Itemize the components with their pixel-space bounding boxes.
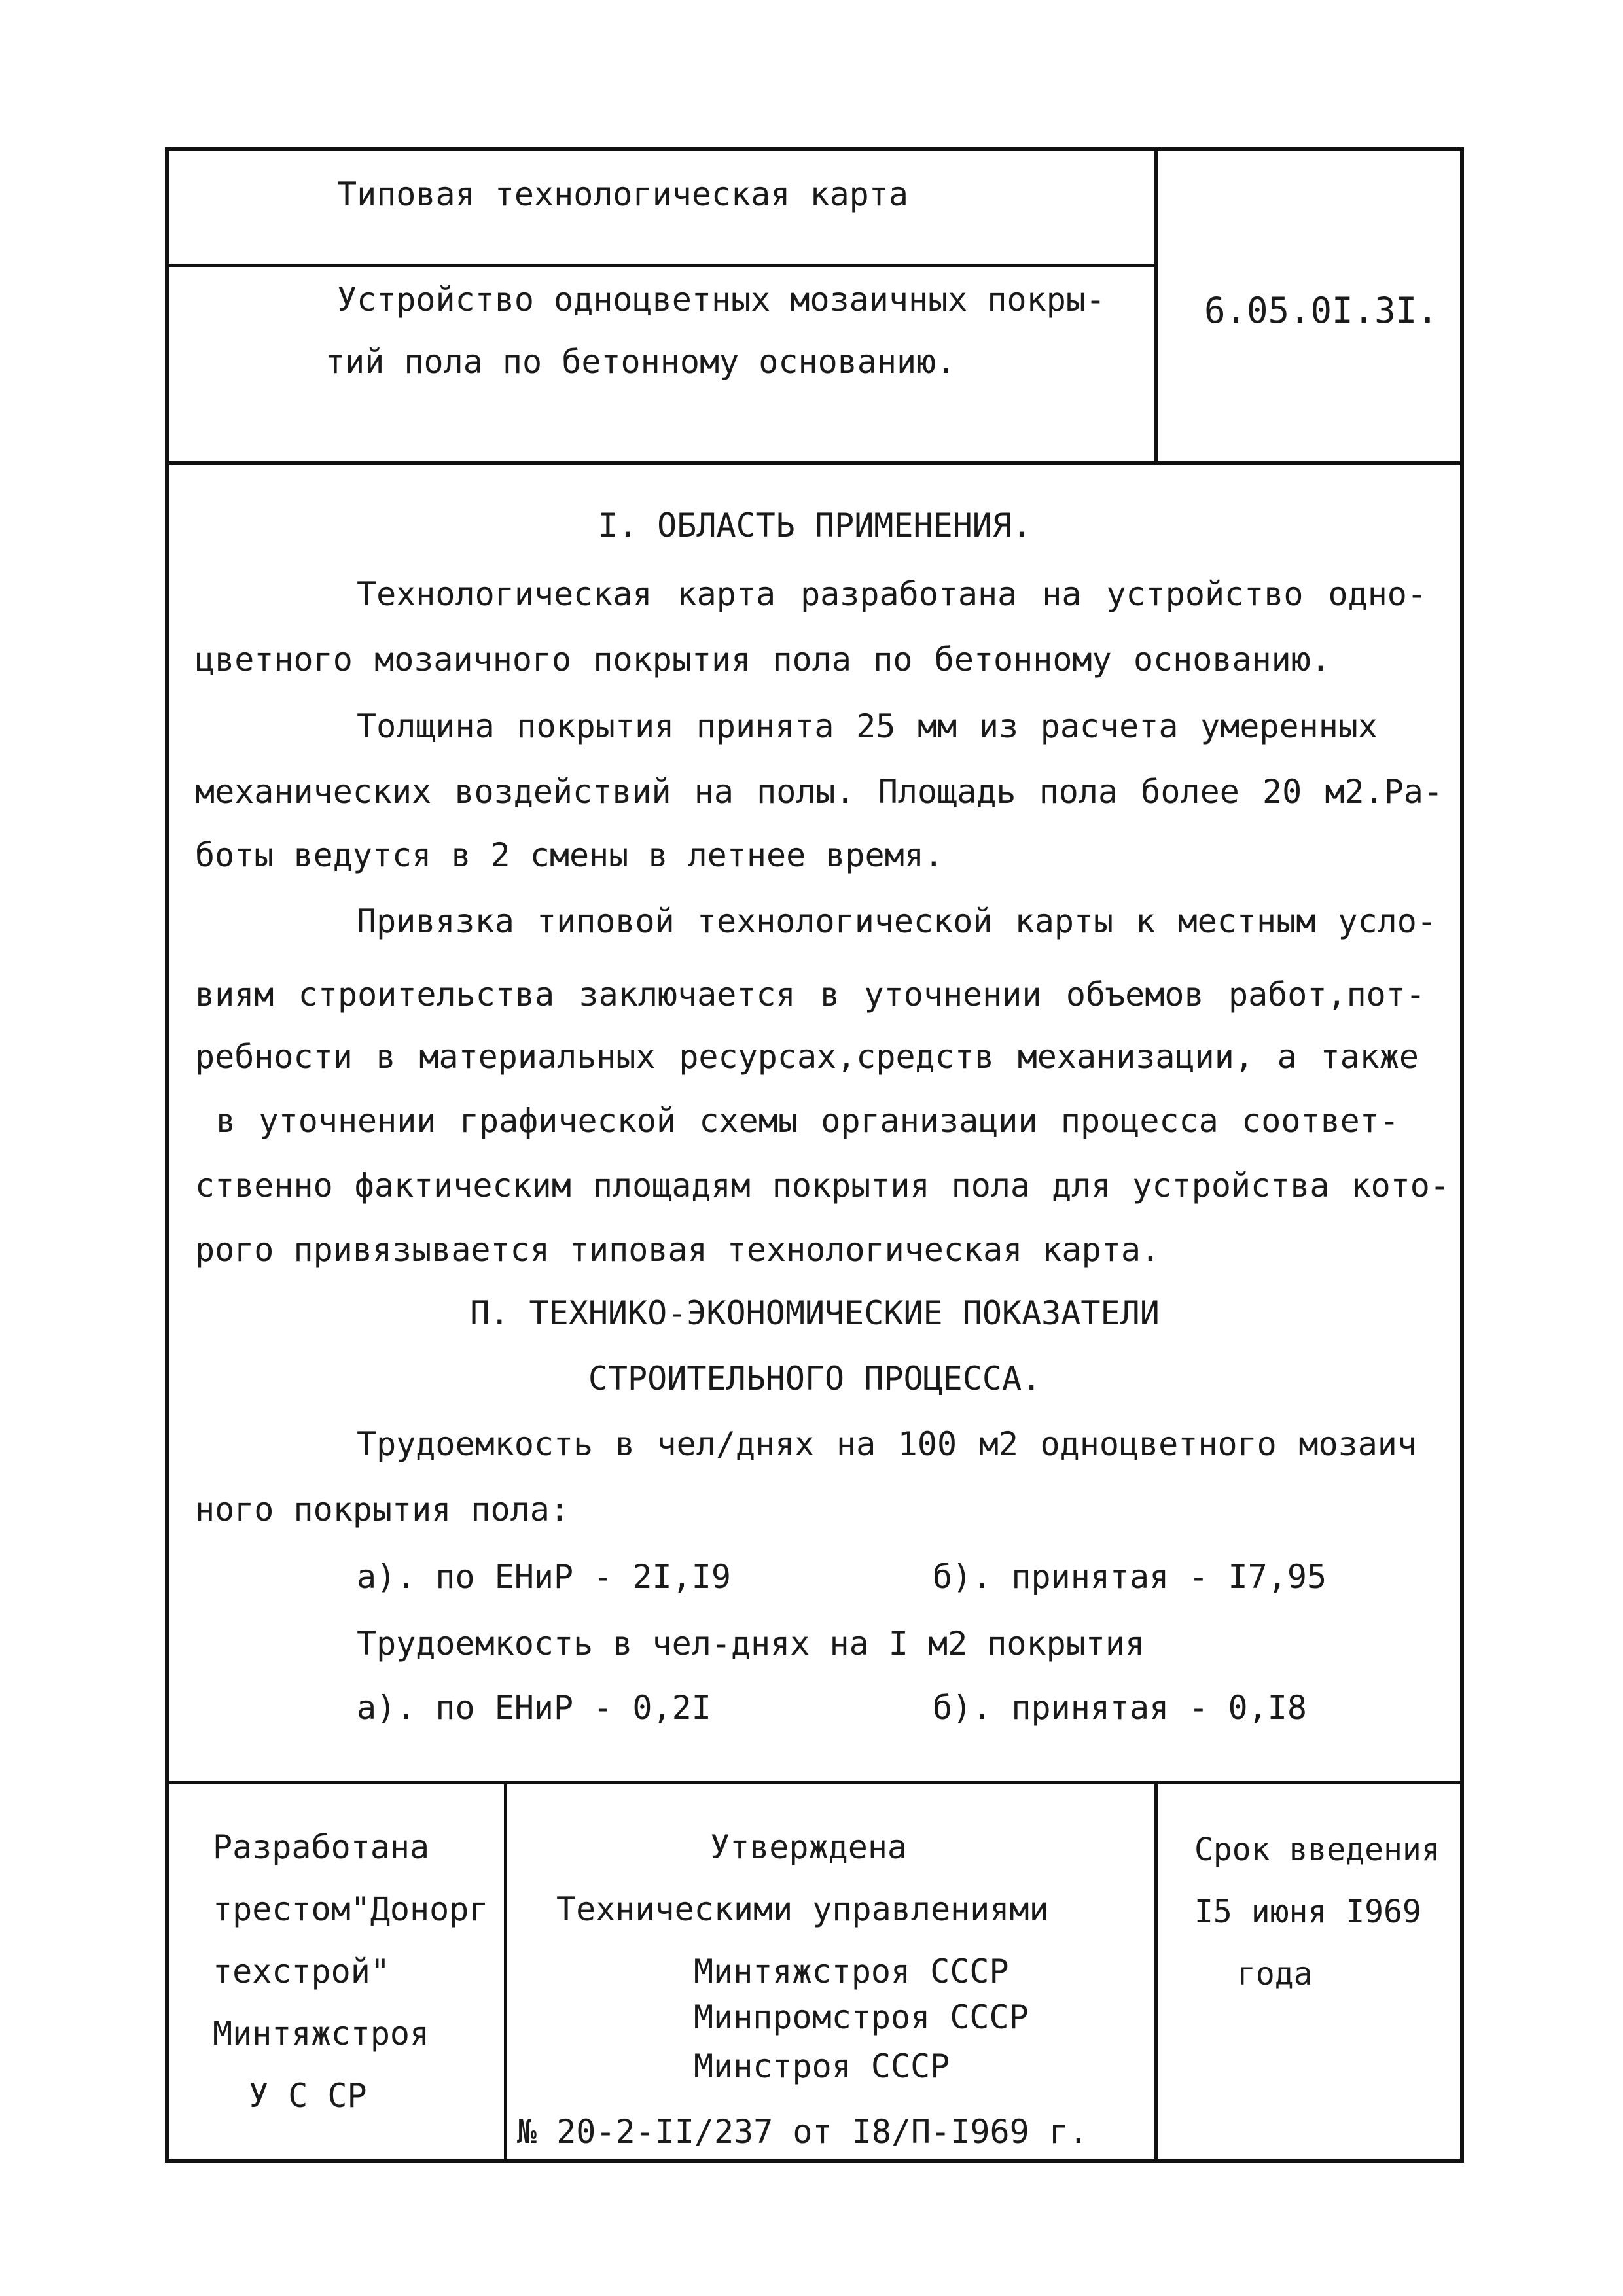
developer-line: Минтяжстроя xyxy=(213,2015,430,2053)
approval-line: Минпромстроя СССР xyxy=(694,1998,1029,2036)
section2-heading-line1: П. ТЕХНИКО-ЭКОНОМИЧЕСКИЕ ПОКАЗАТЕЛИ xyxy=(470,1294,1160,1332)
section1-line: механических воздействий на полы. Площадь пола более 20 м2.Ра- xyxy=(195,773,1443,811)
section1-line: Толщина покрытия принята 25 мм из расчета умеренных xyxy=(357,707,1378,745)
footer-top-line xyxy=(167,1781,1463,1784)
section1-line: ребности в материальных ресурсах,средств механизации, а также xyxy=(195,1038,1419,1076)
effective-date-line: года xyxy=(1237,1956,1313,1992)
section1-line: Привязка типовой технологической карты к местным усло- xyxy=(357,902,1436,940)
enir-value-1m2: а). по ЕНиР - 0,2I xyxy=(357,1689,711,1727)
header-bottom-line xyxy=(167,461,1463,465)
title-line-1: Устройство одноцветных мозаичных покры- xyxy=(337,281,1105,319)
document-code: 6.05.0I.3I. xyxy=(1204,290,1438,331)
effective-date-line: I5 июня I969 xyxy=(1194,1894,1421,1930)
developer-line: трестом"Донорг xyxy=(213,1890,489,1928)
developer-line: техстрой" xyxy=(213,1952,390,1990)
approval-line: Минтяжстроя СССР xyxy=(694,1952,1009,1990)
section1-line: боты ведутся в 2 смены в летнее время. xyxy=(195,836,944,874)
accepted-value-100m2: б). принятая - I7,95 xyxy=(933,1558,1327,1596)
header-divider xyxy=(167,264,1157,267)
card-type-label: Типовая технологическая карта xyxy=(337,175,908,213)
accepted-value-1m2: б). принятая - 0,I8 xyxy=(933,1689,1307,1727)
labor-intensity-line2: ного покрытия пола: xyxy=(195,1491,569,1528)
enir-value-100m2: а). по ЕНиР - 2I,I9 xyxy=(357,1558,731,1596)
section1-line: ственно фактическим площадям покрытия пола для устройства кото- xyxy=(195,1167,1450,1205)
section1-line: Технологическая карта разработана на устройство одно- xyxy=(357,575,1427,613)
section1-line: виям строительства заключается в уточнении объемов работ,пот- xyxy=(195,976,1425,1014)
developer-line: У С СР xyxy=(249,2077,367,2115)
approval-reference: № 20-2-II/237 от I8/П-I969 г. xyxy=(517,2113,1088,2151)
footer-divider-right xyxy=(1154,1781,1158,2161)
labor-intensity-per-m2: Трудоемкость в чел-днях на I м2 покрытия xyxy=(357,1625,1145,1663)
approval-line: Техническими управлениями xyxy=(556,1890,1049,1928)
section1-heading: I. ОБЛАСТЬ ПРИМЕНЕНИЯ. xyxy=(597,506,1032,544)
section1-line: цветного мозаичного покрытия пола по бетонному основанию. xyxy=(195,641,1330,679)
title-line-2: тий пола по бетонному основанию. xyxy=(325,343,956,381)
section1-line: в уточнении графической схемы организации процесса соответ- xyxy=(216,1102,1399,1140)
footer-divider-left xyxy=(504,1781,507,2161)
approval-line: Минстроя СССР xyxy=(694,2047,950,2085)
section2-heading-line2: СТРОИТЕЛЬНОГО ПРОЦЕССА. xyxy=(588,1360,1042,1398)
approval-line: Утверждена xyxy=(710,1828,908,1866)
section1-line: рого привязывается типовая технологическая карта. xyxy=(195,1231,1161,1269)
effective-date-line: Срок введения xyxy=(1194,1831,1440,1868)
labor-intensity-line1: Трудоемкость в чел/днях на 100 м2 одноцветного мозаич xyxy=(357,1425,1417,1463)
developer-line: Разработана xyxy=(213,1828,430,1866)
code-column-divider xyxy=(1154,149,1158,465)
